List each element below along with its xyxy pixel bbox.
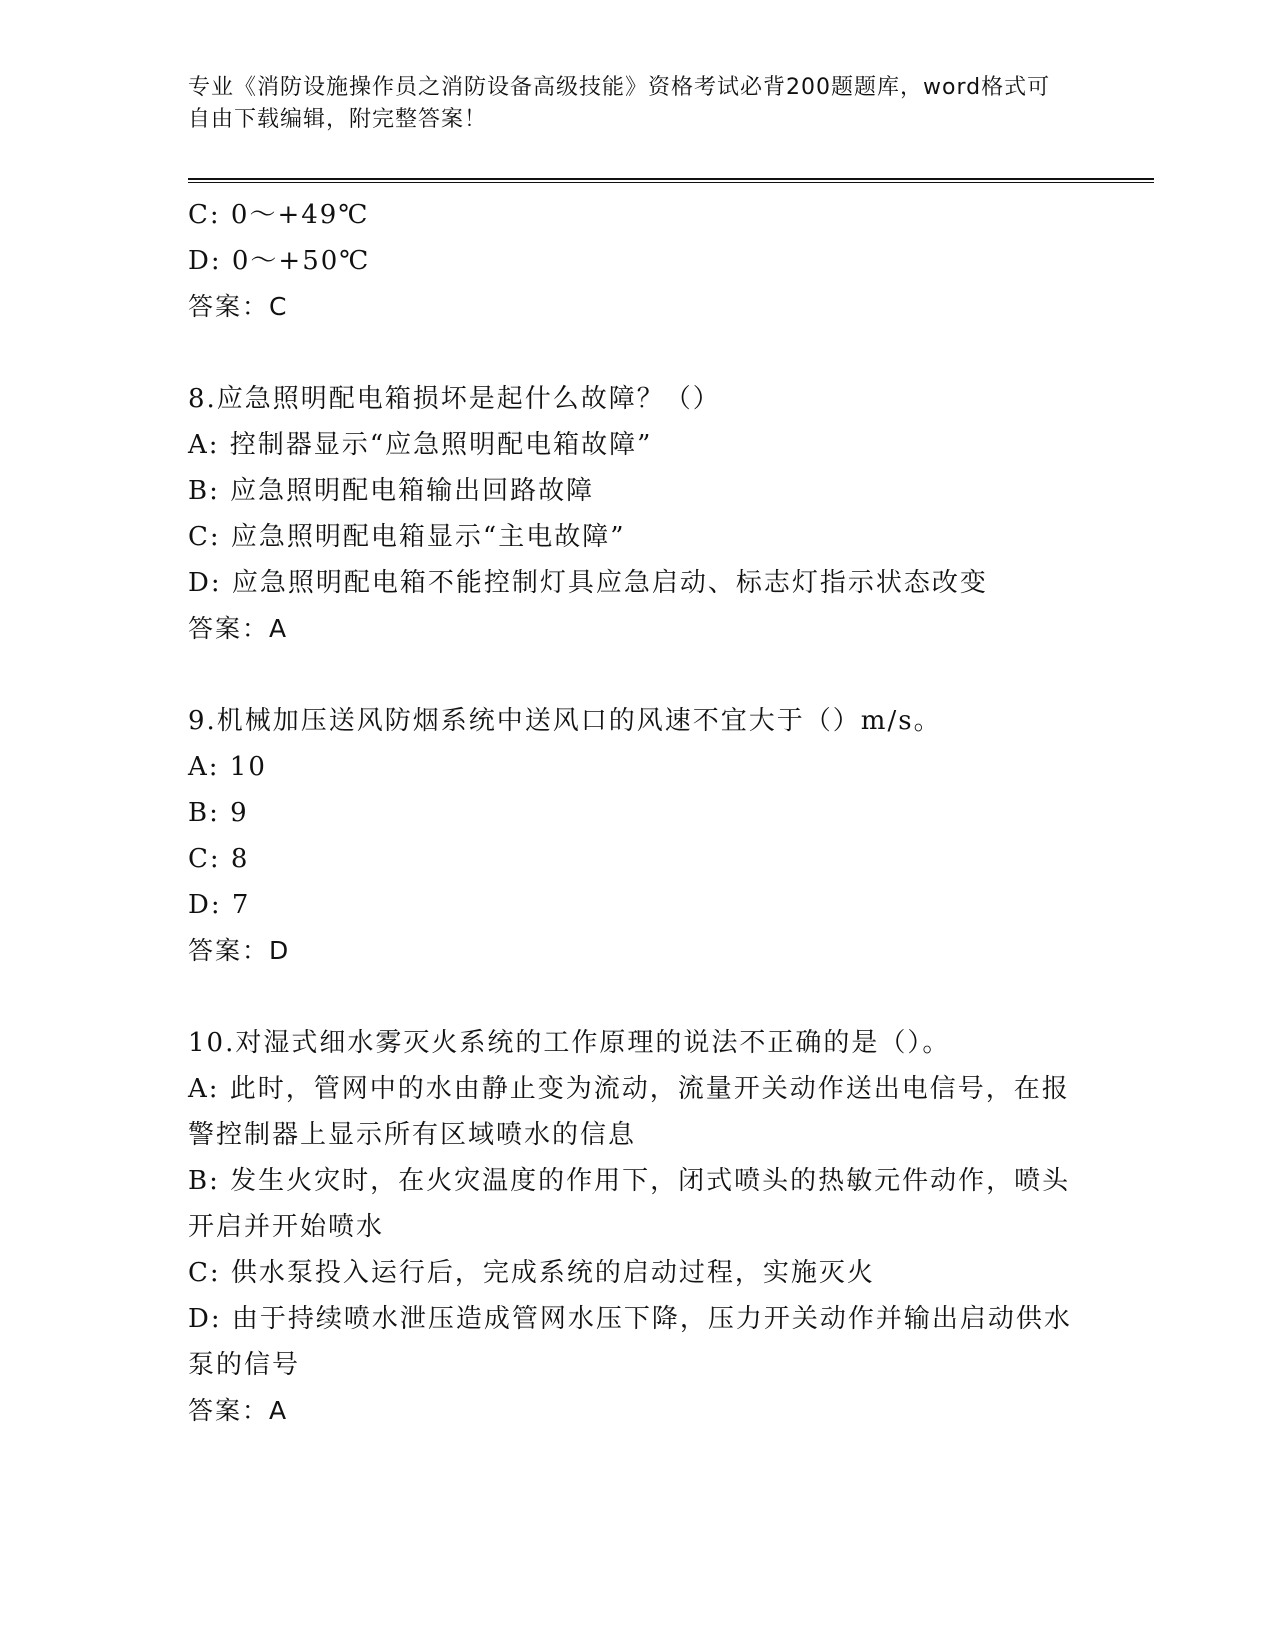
option-a: A: 此时，管网中的水由静止变为流动，流量开关动作送出电信号，在报警控制器上显示所有区域喷水的信息 [188,1074,1070,1150]
spacer [188,330,1088,376]
option-d: D: 0～+50℃ [188,246,371,276]
question-fragment [188,192,1088,330]
question-list [188,192,1088,1434]
option-c: C: 0～+49℃ [188,200,370,230]
option-a: A: 控制器显示“应急照明配电箱故障” [188,430,653,460]
answer-line: 答案：A [188,614,289,643]
spacer [188,652,1088,698]
option-b: B: 发生火灾时，在火灾温度的作用下，闭式喷头的热敏元件动作，喷头开启并开始喷水 [188,1166,1071,1242]
question-stem: 9.机械加压送风防烟系统中送风口的风速不宜大于（）m/s。 [188,706,942,736]
option-c: C: 8 [188,844,250,874]
document-header: 专业《消防设施操作员之消防设备高级技能》资格考试必背200题题库，word格式可自由下载编辑，附完整答案！ [188,75,1051,132]
question-stem: 8.应急照明配电箱损坏是起什么故障？（） [188,384,721,414]
header-rule-thin [188,182,1154,183]
header-rule-thick [188,178,1154,180]
question-9 [188,698,1088,974]
option-a: A: 10 [188,752,267,782]
option-b: B: 9 [188,798,249,828]
answer-line: 答案：C [188,292,289,321]
question-10 [188,1020,1088,1434]
option-c: C: 供水泵投入运行后，完成系统的启动过程，实施灭火 [188,1258,875,1288]
answer-line: 答案：A [188,1396,289,1425]
option-d: D: 7 [188,890,251,920]
answer-line: 答案：D [188,936,291,965]
option-c: C: 应急照明配电箱显示“主电故障” [188,522,626,552]
question-stem: 10.对湿式细水雾灭火系统的工作原理的说法不正确的是（）。 [188,1028,951,1058]
option-d: D: 应急照明配电箱不能控制灯具应急启动、标志灯指示状态改变 [188,568,988,598]
spacer [188,974,1088,1020]
option-d: D: 由于持续喷水泄压造成管网水压下降，压力开关动作并输出启动供水泵的信号 [188,1304,1072,1380]
question-8 [188,376,1088,652]
option-b: B: 应急照明配电箱输出回路故障 [188,476,595,506]
